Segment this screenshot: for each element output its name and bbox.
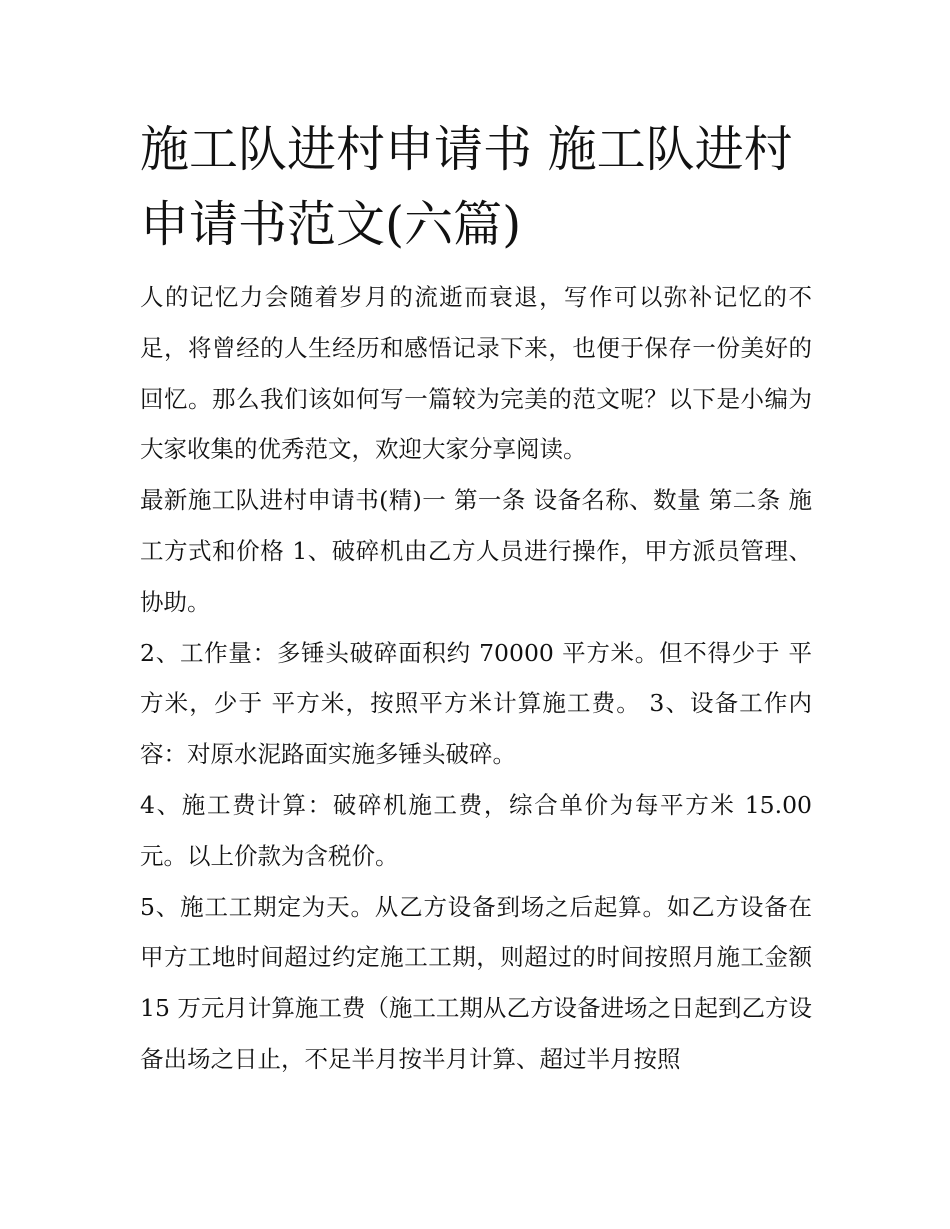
- document-body: [140, 112, 812, 1085]
- paragraph-clause-5: 5、施工工期定为天。从乙方设备到场之后起算。如乙方设备在甲方工地时间超过约定施工工期，则超过的时间按照月施工金额 15 万元月计算施工费（施工工期从乙方设备进场之日起到乙方设备出场之日止，不足半月按半月计算、超过半月按照: [140, 892, 812, 1073]
- paragraph-clause-4: 4、施工费计算：破碎机施工费，综合单价为每平方米 15.00 元。以上价款为含税价。: [140, 790, 812, 870]
- paragraph-intro: 人的记忆力会随着岁月的流逝而衰退，写作可以弥补记忆的不足，将曾经的人生经历和感悟记录下来，也便于保存一份美好的回忆。那么我们该如何写一篇较为完美的范文呢？以下是小编为大家收集的优秀范文，欢迎大家分享阅读。: [140, 283, 812, 464]
- document-title: 施工队进村申请书 施工队进村申请书范文(六篇): [140, 121, 793, 253]
- paragraph-clause-2: 2、工作量：多锤头破碎面积约 70000 平方米。但不得少于 平方米，少于 平方米，按照平方米计算施工费。 3、设备工作内容：对原水泥路面实施多锤头破碎。: [140, 638, 812, 769]
- paragraph-clause-1: 最新施工队进村申请书(精)一 第一条 设备名称、数量 第二条 施工方式和价格 1、破碎机由乙方人员进行操作，甲方派员管理、协助。: [140, 486, 812, 616]
